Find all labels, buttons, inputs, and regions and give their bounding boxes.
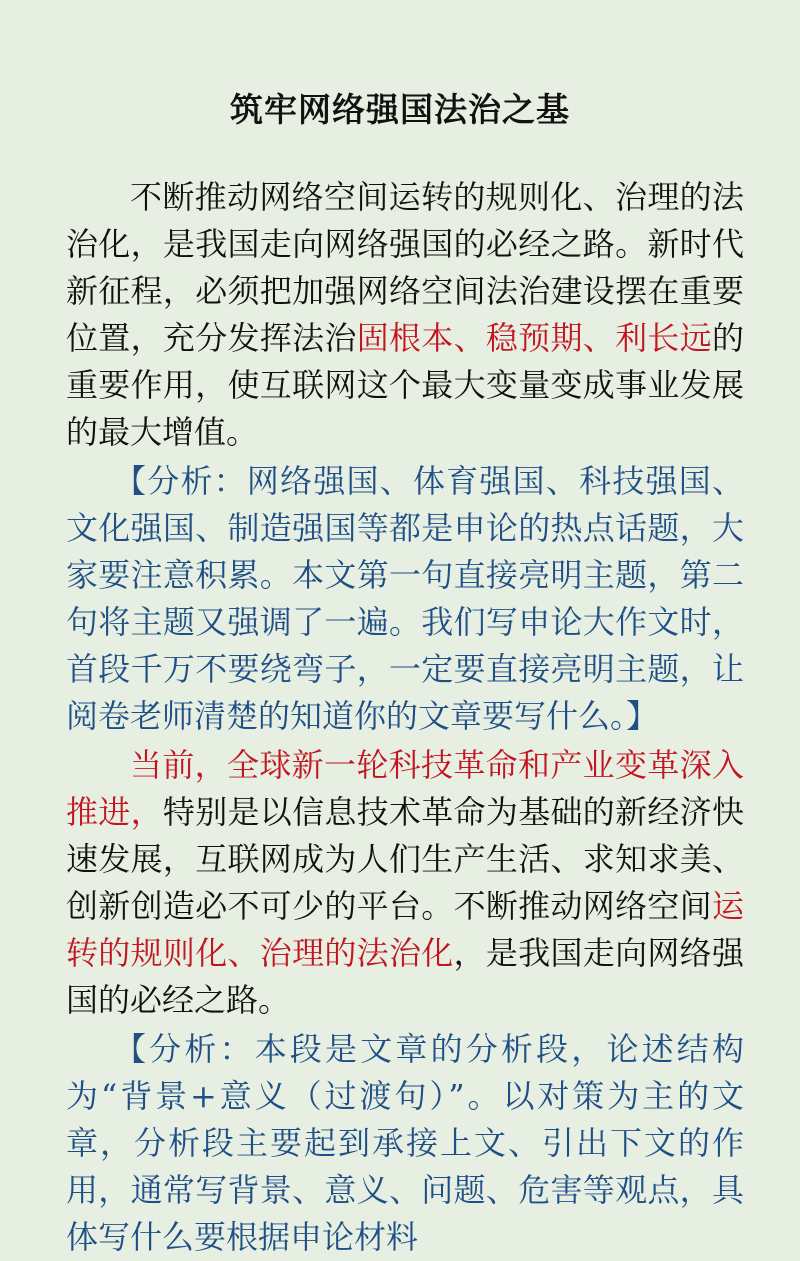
intro-paragraph	[66, 174, 744, 456]
analysis-text-2: 【分析：本段是文章的分析段，论述结构为“背景+意义（过渡句）”。以对策为主的文章，分析段主要起到承接上文、引出下文的作用，通常写背景、意义、问题、危害等观点，具体写什么要根据申论材料	[66, 1030, 744, 1256]
background-text-end: ，是我国走向网络强国的必经之路。	[66, 934, 744, 1019]
article-body	[66, 174, 744, 1261]
analysis-text-1: 【分析：网络强国、体育强国、科技强国、文化强国、制造强国等都是申论的热点话题，大家要注意积累。本文第一句直接亮明主题，第二句将主题又强调了一遍。我们写申论大作文时，首段千万不要绕弯子，一定要直接亮明主题，让阅卷老师清楚的知道你的文章要写什么。】	[66, 462, 744, 735]
background-highlight-2: 运转的规则化、治理的法治化	[66, 887, 744, 972]
intro-text-start: 不断推动网络空间运转的规则化、治理的法治化，是我国走向网络强国的必经之路。新时代新征程，必须把加强网络空间法治建设摆在重要位置，充分发挥法治	[66, 178, 744, 357]
intro-highlight: 固根本、稳预期、利长远	[356, 319, 712, 357]
intro-text-end: 的重要作用，使互联网这个最大变量变成事业发展的最大增值。	[66, 319, 744, 451]
analysis-paragraph-2	[66, 1026, 744, 1261]
article-title: 筑牢网络强国法治之基	[230, 90, 570, 129]
background-highlight-1: 当前，全球新一轮科技革命和产业变革深入推进，	[66, 746, 744, 831]
background-text-start: 特别是以信息技术革命为基础的新经济快速发展，互联网成为人们生产生活、求知求美、创新创造必不可少的平台。不断推动网络空间	[66, 793, 744, 925]
analysis-paragraph-1	[66, 458, 744, 740]
background-paragraph	[66, 742, 744, 1024]
